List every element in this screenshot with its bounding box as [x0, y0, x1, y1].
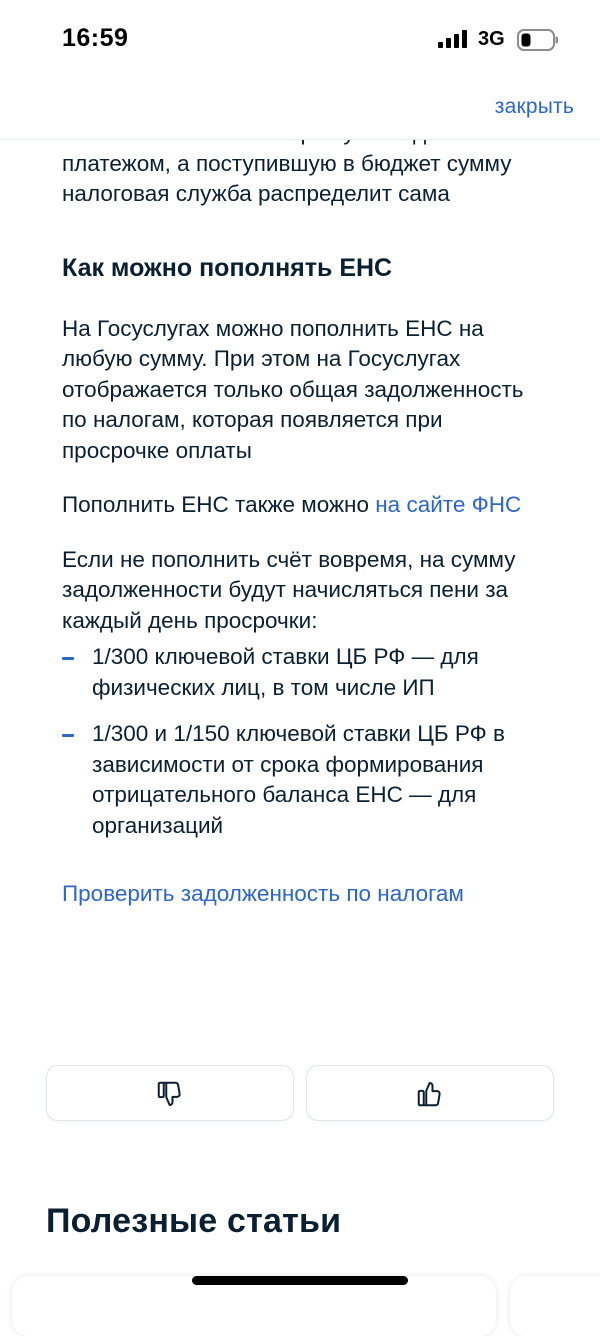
list-item-text: 1/300 ключевой ставки ЦБ РФ — для физических лиц, в том числе ИП: [92, 644, 479, 700]
list-item-text: 1/300 и 1/150 ключевой ставки ЦБ РФ в зависимости от срока формирования отрицательного баланса ЕНС — для организаций: [92, 721, 505, 838]
signal-icon: [438, 30, 470, 48]
useful-articles-title: Полезные статьи: [46, 1202, 342, 1240]
feedback-row: [46, 1065, 554, 1121]
home-indicator[interactable]: [192, 1276, 408, 1285]
like-button[interactable]: [306, 1065, 554, 1121]
article-content: [62, 118, 552, 909]
intro-paragraph: платежом, а поступившую в бюджет сумму налоговая служба распределит сама: [62, 150, 512, 206]
penalty-list: [62, 642, 552, 841]
thumbs-down-icon: [155, 1079, 185, 1109]
fns-prefix: Пополнить ЕНС также можно: [62, 492, 376, 517]
battery-icon: [517, 28, 559, 52]
network-type: 3G: [478, 28, 505, 50]
close-button[interactable]: закрыть: [494, 95, 574, 118]
late-payment-paragraph: Если не пополнить счёт вовремя, на сумму задолженности будут начисляться пени за каждый день просрочки:: [62, 546, 516, 633]
list-item: [62, 642, 552, 703]
top-bar: [0, 82, 600, 140]
section-heading: Как можно пополнять ЕНС: [62, 253, 393, 282]
dislike-button[interactable]: [46, 1065, 294, 1121]
check-debt-link[interactable]: Проверить задолженность по налогам: [62, 881, 464, 906]
dash-bullet-icon: [62, 657, 74, 660]
article-card[interactable]: [12, 1276, 496, 1336]
fns-paragraph: [62, 490, 552, 521]
status-bar: [0, 0, 600, 82]
status-time: 16:59: [62, 24, 129, 52]
dash-bullet-icon: [62, 734, 74, 737]
list-item: [62, 719, 552, 841]
gosuslugi-paragraph: На Госуслугах можно пополнить ЕНС на любую сумму. При этом на Госуслугах отображается только общая задолженность по налогам, которая появляется при просрочке оплаты: [62, 315, 524, 463]
thumbs-up-icon: [415, 1079, 445, 1109]
fns-site-link[interactable]: на сайте ФНС: [375, 492, 522, 517]
article-card[interactable]: [510, 1276, 600, 1336]
